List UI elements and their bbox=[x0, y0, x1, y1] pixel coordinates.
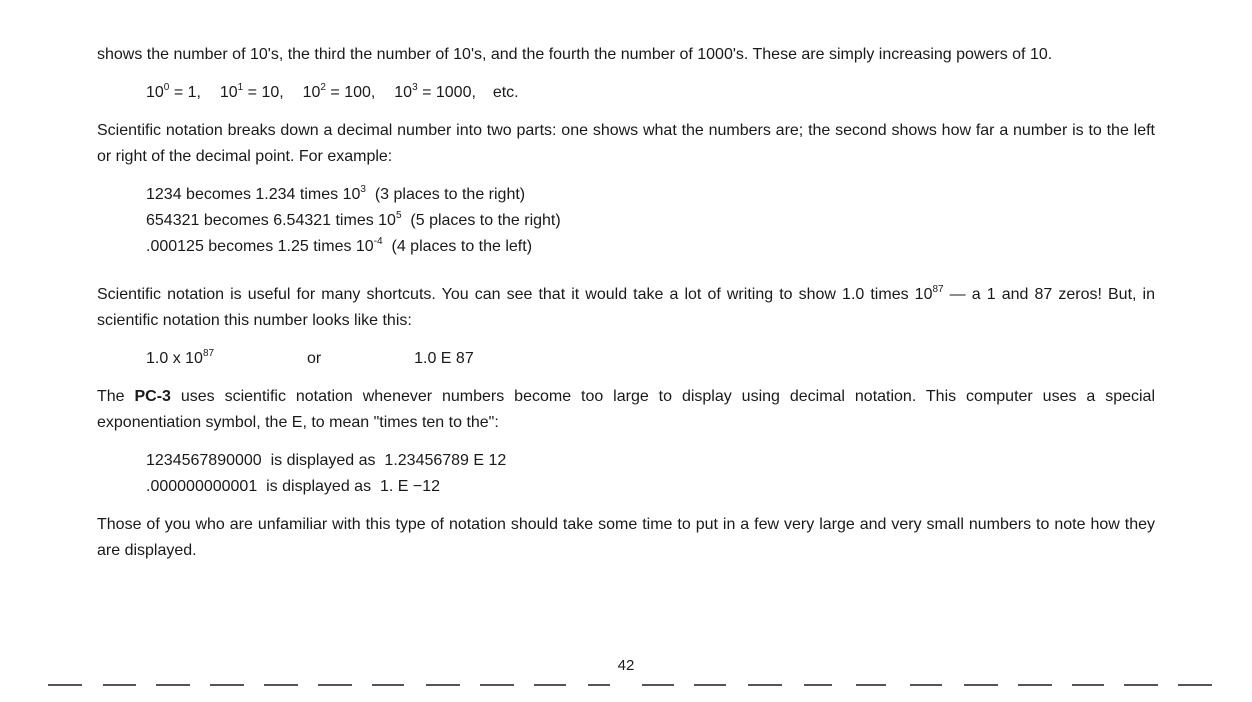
page-number: 42 bbox=[617, 657, 635, 674]
rule-dash bbox=[1124, 684, 1158, 686]
rule-dash bbox=[748, 684, 782, 686]
rule-dash bbox=[856, 684, 886, 686]
paragraph-shortcuts: Scientific notation is useful for many shortcuts. You can see that it would take a lot of writing to show 1.0 times $10^{87}$ — a 1 and 87 zeros! But, in scientific notation this number looks like this: bbox=[97, 284, 1155, 329]
scientific-form: 1.0 x $10^{87}$ bbox=[146, 348, 215, 367]
rule-dash bbox=[910, 684, 942, 686]
e-notation-form: 1.0 E 87 bbox=[414, 350, 474, 367]
rule-dash bbox=[103, 684, 136, 686]
rule-dash bbox=[1072, 684, 1104, 686]
rule-dash bbox=[156, 684, 190, 686]
notation-example-line bbox=[97, 346, 1155, 372]
example-line: 654321 becomes 6.54321 times $10^5$ (5 places to the right) bbox=[146, 210, 561, 229]
rule-dash bbox=[318, 684, 352, 686]
rule-dash bbox=[372, 684, 404, 686]
rule-dash bbox=[1178, 684, 1212, 686]
rule-dash bbox=[964, 684, 998, 686]
etc-label: etc. bbox=[492, 84, 519, 101]
rule-dash bbox=[210, 684, 244, 686]
rule-dash bbox=[804, 684, 832, 686]
rule-dash bbox=[48, 684, 82, 686]
rule-dash bbox=[534, 684, 566, 686]
rule-dash bbox=[1018, 684, 1052, 686]
rule-dash bbox=[426, 684, 460, 686]
example-line: 1234 becomes 1.234 times $10^3$ (3 places to the right) bbox=[146, 184, 526, 203]
footer-dashed-rule bbox=[48, 684, 1213, 690]
paragraph-closing: Those of you who are unfamiliar with this type of notation should take some time to put in a few very large and very small numbers to note how they are displayed. bbox=[97, 516, 1155, 559]
display-line: 1234567890000 is displayed as 1.23456789 E 12 bbox=[146, 452, 507, 469]
rule-dash bbox=[694, 684, 726, 686]
power-0: $10^0 = 1$, bbox=[146, 82, 201, 101]
display-line: .000000000001 is displayed as 1. E −12 bbox=[146, 478, 441, 495]
power-3: $10^3 = 1000$, bbox=[394, 82, 476, 101]
or-label: or bbox=[306, 350, 322, 367]
power-2: $10^2 = 100$, bbox=[302, 82, 376, 101]
document-page bbox=[97, 42, 1155, 564]
rule-dash bbox=[264, 684, 298, 686]
paragraph-powers-intro: shows the number of 10's, the third the number of 10's, and the fourth the number of 1000's. These are simply increasing powers of 10. bbox=[97, 46, 1053, 63]
powers-of-ten-line bbox=[97, 80, 1155, 106]
rule-dash bbox=[642, 684, 674, 686]
display-examples bbox=[97, 448, 1155, 500]
examples-list bbox=[97, 182, 1155, 260]
rule-dash bbox=[480, 684, 514, 686]
example-line: .000125 becomes 1.25 times $10^{-4}$ (4 places to the left) bbox=[146, 236, 533, 255]
rule-dash bbox=[588, 684, 610, 686]
power-1: $10^1 = 10$, bbox=[219, 82, 284, 101]
paragraph-pc3: The PC-3 uses scientific notation whenever numbers become too large to display using decimal notation. This computer uses a special exponentiation symbol, the E, to mean "times ten to the": bbox=[97, 388, 1156, 431]
pc3-name: PC-3 bbox=[134, 388, 171, 405]
paragraph-scientific-notation: Scientific notation breaks down a decimal number into two parts: one shows what the numbers are; the second shows how far a number is to the left or right of the decimal point. For example: bbox=[97, 122, 1155, 165]
